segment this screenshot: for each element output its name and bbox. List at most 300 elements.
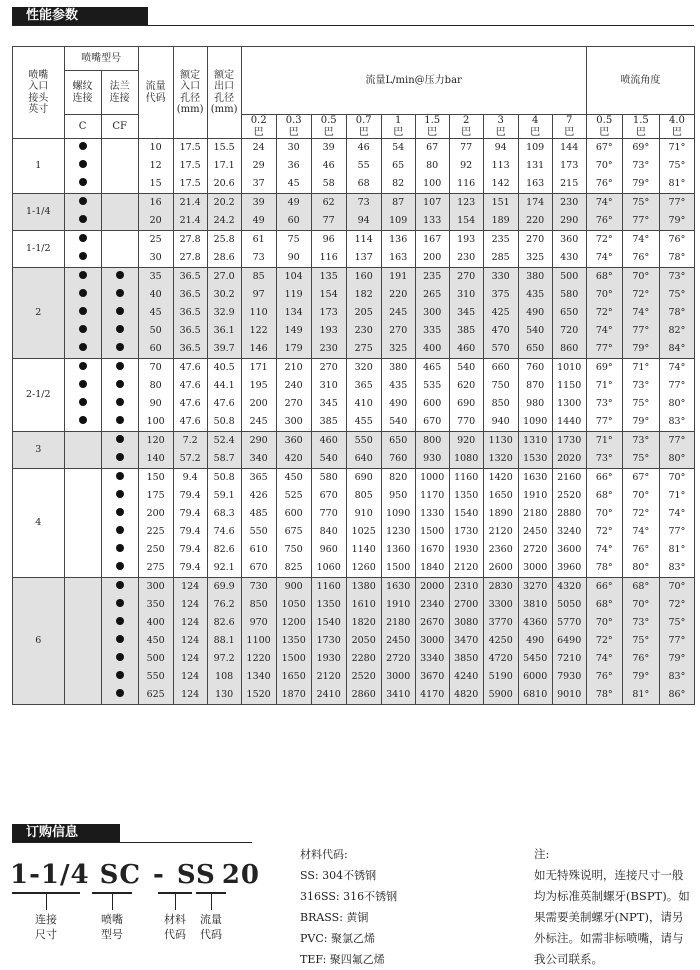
table-cell: 465 xyxy=(415,359,449,378)
table-cell: 70° xyxy=(622,596,659,614)
table-cell: 7930 xyxy=(552,668,586,686)
table-cell: 345 xyxy=(449,304,483,322)
table-cell: 670 xyxy=(311,487,346,505)
table-cell: 83° xyxy=(659,559,694,578)
table-cell: 60 xyxy=(138,340,173,359)
col-flange-header: 法兰 连接 xyxy=(101,71,138,115)
table-cell: 16 xyxy=(138,194,173,213)
table-cell: 2020 xyxy=(552,450,586,469)
table-cell: 2670 xyxy=(415,614,449,632)
table-cell: 160 xyxy=(346,268,381,287)
col-nozzle-model-header: 喷嘴型号 xyxy=(64,47,138,71)
table-cell: 191 xyxy=(381,268,415,287)
col-outlet-dia-header: 额定 出口 孔径 (mm) xyxy=(207,47,241,139)
table-cell: 220 xyxy=(518,212,552,231)
table-cell: 71° xyxy=(622,359,659,378)
table-cell: 81° xyxy=(659,175,694,194)
availability-dot-icon xyxy=(116,307,124,315)
pressure-header: 0.2 巴 xyxy=(241,115,276,139)
table-cell: 6490 xyxy=(552,632,586,650)
table-cell: 470 xyxy=(483,322,518,340)
flange-cell xyxy=(101,139,138,158)
flange-cell xyxy=(101,632,138,650)
materials-list xyxy=(300,844,397,970)
table-cell: 3670 xyxy=(415,668,449,686)
table-cell: 79° xyxy=(622,340,659,359)
table-cell: 600 xyxy=(276,505,311,523)
table-cell: 68 xyxy=(346,175,381,194)
flange-cell xyxy=(101,286,138,304)
thread-cell xyxy=(64,377,101,395)
table-cell: 650 xyxy=(552,304,586,322)
table-cell: 540 xyxy=(449,359,483,378)
table-cell: 124 xyxy=(173,578,207,597)
table-cell: 3770 xyxy=(483,614,518,632)
table-cell: 426 xyxy=(241,487,276,505)
thread-cell xyxy=(64,450,101,469)
table-cell: 78° xyxy=(586,559,622,578)
availability-dot-icon xyxy=(116,599,124,607)
table-cell: 59.1 xyxy=(207,487,241,505)
table-cell: 110 xyxy=(241,304,276,322)
flange-cell xyxy=(101,157,138,175)
table-cell: 92 xyxy=(449,157,483,175)
table-cell: 113 xyxy=(483,157,518,175)
table-row xyxy=(13,650,695,668)
table-row xyxy=(13,359,695,378)
table-cell: 76° xyxy=(622,650,659,668)
table-cell: 81° xyxy=(622,686,659,705)
table-cell: 1160 xyxy=(449,469,483,488)
table-cell: 50.8 xyxy=(207,413,241,432)
flange-cell xyxy=(101,559,138,578)
table-cell: 71° xyxy=(659,139,694,158)
table-cell: 80° xyxy=(659,395,694,413)
table-cell: 1530 xyxy=(518,450,552,469)
table-cell: 75 xyxy=(276,231,311,250)
table-cell: 690 xyxy=(346,469,381,488)
table-cell: 179 xyxy=(276,340,311,359)
table-row xyxy=(13,175,695,194)
table-cell: 35 xyxy=(138,268,173,287)
pointer-material xyxy=(175,894,176,910)
table-cell: 400 xyxy=(415,340,449,359)
table-cell: 805 xyxy=(346,487,381,505)
table-cell: 365 xyxy=(241,469,276,488)
table-cell: 72° xyxy=(586,632,622,650)
table-cell: 76° xyxy=(622,249,659,268)
table-cell: 460 xyxy=(449,340,483,359)
table-cell: 57.2 xyxy=(173,450,207,469)
flange-cell xyxy=(101,523,138,541)
table-cell: 200 xyxy=(415,249,449,268)
table-cell: 114 xyxy=(346,231,381,250)
table-cell: 1350 xyxy=(276,632,311,650)
table-cell: 82 xyxy=(381,175,415,194)
availability-dot-icon xyxy=(79,160,87,168)
table-row xyxy=(13,304,695,322)
table-cell: 15.5 xyxy=(207,139,241,158)
table-cell: 171 xyxy=(241,359,276,378)
table-cell: 123 xyxy=(449,194,483,213)
table-cell: 97.2 xyxy=(207,650,241,668)
table-cell: 1650 xyxy=(483,487,518,505)
angle-pressure-header: 0.5 巴 xyxy=(586,115,622,139)
availability-dot-icon xyxy=(79,380,87,388)
table-cell: 1840 xyxy=(415,559,449,578)
table-cell: 335 xyxy=(415,322,449,340)
table-row xyxy=(13,413,695,432)
table-cell: 300 xyxy=(138,578,173,597)
table-cell: 77° xyxy=(586,413,622,432)
table-cell: 163 xyxy=(381,249,415,268)
table-cell: 1160 xyxy=(311,578,346,597)
table-cell: 1420 xyxy=(483,469,518,488)
table-cell: 230 xyxy=(311,340,346,359)
pressure-header: 0.7 巴 xyxy=(346,115,381,139)
table-cell: 70° xyxy=(586,157,622,175)
table-cell: 450 xyxy=(138,632,173,650)
availability-dot-icon xyxy=(116,562,124,570)
table-cell: 670 xyxy=(241,559,276,578)
table-cell: 620 xyxy=(449,377,483,395)
table-cell: 2360 xyxy=(483,541,518,559)
table-cell: 235 xyxy=(483,231,518,250)
flange-cell xyxy=(101,505,138,523)
table-cell: 240 xyxy=(276,377,311,395)
table-cell: 84° xyxy=(659,340,694,359)
thread-cell xyxy=(64,505,101,523)
table-cell: 47.6 xyxy=(173,395,207,413)
table-cell: 580 xyxy=(552,286,586,304)
availability-dot-icon xyxy=(116,435,124,443)
material-item: SS: 304不锈钢 xyxy=(300,869,377,882)
table-cell: 73° xyxy=(586,450,622,469)
table-row xyxy=(13,212,695,231)
table-cell: 2410 xyxy=(311,686,346,705)
table-cell: 275 xyxy=(346,340,381,359)
table-cell: 140 xyxy=(138,450,173,469)
table-cell: 3600 xyxy=(552,541,586,559)
table-cell: 550 xyxy=(346,432,381,451)
table-cell: 75° xyxy=(622,395,659,413)
flange-cell xyxy=(101,686,138,705)
table-cell: 72° xyxy=(586,523,622,541)
thread-cell xyxy=(64,359,101,378)
table-cell: 47.6 xyxy=(173,377,207,395)
table-cell: 195 xyxy=(241,377,276,395)
table-cell: 109 xyxy=(381,212,415,231)
table-cell: 75° xyxy=(622,450,659,469)
table-cell: 20 xyxy=(138,212,173,231)
table-cell: 116 xyxy=(449,175,483,194)
flange-cell xyxy=(101,212,138,231)
table-cell: 167 xyxy=(415,231,449,250)
table-cell: 78° xyxy=(659,304,694,322)
availability-dot-icon xyxy=(116,472,124,480)
table-cell: 146 xyxy=(241,340,276,359)
table-cell: 130 xyxy=(207,686,241,705)
table-cell: 270 xyxy=(311,359,346,378)
thread-cell xyxy=(64,578,101,597)
table-cell: 68° xyxy=(586,268,622,287)
table-cell: 76° xyxy=(622,541,659,559)
table-cell: 27.8 xyxy=(173,231,207,250)
table-cell: 75° xyxy=(659,157,694,175)
table-row xyxy=(13,596,695,614)
table-cell: 94 xyxy=(483,139,518,158)
table-cell: 385 xyxy=(311,413,346,432)
table-cell: 74° xyxy=(659,505,694,523)
table-cell: 2340 xyxy=(415,596,449,614)
table-cell: 80 xyxy=(138,377,173,395)
table-cell: 7210 xyxy=(552,650,586,668)
table-cell: 70° xyxy=(586,286,622,304)
table-cell: 21.4 xyxy=(173,212,207,231)
table-cell: 1730 xyxy=(449,523,483,541)
table-cell: 30.2 xyxy=(207,286,241,304)
table-cell: 87 xyxy=(381,194,415,213)
table-cell: 69° xyxy=(622,139,659,158)
table-cell: 285 xyxy=(483,249,518,268)
flange-cell xyxy=(101,340,138,359)
table-cell: 36.5 xyxy=(173,268,207,287)
flange-cell xyxy=(101,596,138,614)
table-cell: 9.4 xyxy=(173,469,207,488)
inlet-size-cell: 2-1/2 xyxy=(13,359,65,432)
table-cell: 122 xyxy=(241,322,276,340)
col-flow-code-header: 流量 代码 xyxy=(138,47,173,139)
flange-cell xyxy=(101,614,138,632)
table-cell: 1260 xyxy=(346,559,381,578)
table-cell: 74° xyxy=(622,304,659,322)
table-cell: 154 xyxy=(449,212,483,231)
table-cell: 77° xyxy=(659,432,694,451)
code-material: SS xyxy=(176,860,216,890)
table-cell: 1130 xyxy=(483,432,518,451)
thread-cell xyxy=(64,175,101,194)
table-cell: 69° xyxy=(586,359,622,378)
table-cell: 27.0 xyxy=(207,268,241,287)
table-row xyxy=(13,487,695,505)
table-row xyxy=(13,395,695,413)
table-cell: 1540 xyxy=(311,614,346,632)
table-cell: 90 xyxy=(138,395,173,413)
table-cell: 300 xyxy=(415,304,449,322)
table-cell: 5770 xyxy=(552,614,586,632)
table-cell: 6810 xyxy=(518,686,552,705)
table-cell: 375 xyxy=(483,286,518,304)
thread-cell xyxy=(64,487,101,505)
table-cell: 500 xyxy=(552,268,586,287)
table-cell: 2720 xyxy=(518,541,552,559)
table-cell: 17.5 xyxy=(173,175,207,194)
thread-cell xyxy=(64,286,101,304)
table-cell: 100 xyxy=(415,175,449,194)
table-cell: 80° xyxy=(659,450,694,469)
table-cell: 72° xyxy=(586,304,622,322)
table-cell: 1520 xyxy=(241,686,276,705)
table-cell: 9010 xyxy=(552,686,586,705)
table-cell: 144 xyxy=(552,139,586,158)
table-cell: 96 xyxy=(311,231,346,250)
table-cell: 136 xyxy=(381,231,415,250)
table-cell: 124 xyxy=(173,668,207,686)
table-row xyxy=(13,231,695,250)
table-cell: 71° xyxy=(659,487,694,505)
table-cell: 610 xyxy=(241,541,276,559)
table-cell: 1060 xyxy=(311,559,346,578)
table-cell: 1380 xyxy=(346,578,381,597)
table-cell: 2180 xyxy=(381,614,415,632)
table-cell: 640 xyxy=(346,450,381,469)
table-cell: 600 xyxy=(415,395,449,413)
performance-divider xyxy=(12,25,694,26)
table-cell: 860 xyxy=(552,340,586,359)
thread-cell xyxy=(64,469,101,488)
col-flow-header: 流量L/min@压力bar xyxy=(241,47,586,115)
table-cell: 135 xyxy=(311,268,346,287)
table-cell: 3240 xyxy=(552,523,586,541)
table-cell: 27.8 xyxy=(173,249,207,268)
table-cell: 265 xyxy=(415,286,449,304)
table-cell: 73° xyxy=(622,614,659,632)
table-cell: 6000 xyxy=(518,668,552,686)
table-cell: 3300 xyxy=(483,596,518,614)
table-cell: 200 xyxy=(241,395,276,413)
pressure-header: 7 巴 xyxy=(552,115,586,139)
table-cell: 525 xyxy=(276,487,311,505)
table-cell: 840 xyxy=(311,523,346,541)
table-cell: 60 xyxy=(276,212,311,231)
table-cell: 1340 xyxy=(241,668,276,686)
table-cell: 770 xyxy=(311,505,346,523)
table-cell: 2120 xyxy=(449,559,483,578)
table-cell: 550 xyxy=(241,523,276,541)
pointer-size xyxy=(46,894,47,910)
thread-cell xyxy=(64,139,101,158)
table-cell: 800 xyxy=(415,432,449,451)
code-model: SC xyxy=(99,860,142,890)
availability-dot-icon xyxy=(116,398,124,406)
thread-cell xyxy=(64,541,101,559)
material-item: 316SS: 316不锈钢 xyxy=(300,890,398,903)
flange-cell xyxy=(101,377,138,395)
materials-title: 材料代码: xyxy=(300,848,348,861)
availability-dot-icon xyxy=(79,252,87,260)
table-cell: 325 xyxy=(518,249,552,268)
table-cell: 550 xyxy=(138,668,173,686)
flange-cell xyxy=(101,450,138,469)
table-cell: 20.6 xyxy=(207,175,241,194)
table-cell: 950 xyxy=(381,487,415,505)
availability-dot-icon xyxy=(116,416,124,424)
flange-cell xyxy=(101,249,138,268)
table-cell: 72° xyxy=(659,596,694,614)
table-cell: 77° xyxy=(586,340,622,359)
performance-table xyxy=(12,46,695,705)
table-cell: 81° xyxy=(659,541,694,559)
table-cell: 540 xyxy=(311,450,346,469)
table-cell: 1910 xyxy=(518,487,552,505)
table-cell: 49 xyxy=(241,212,276,231)
table-cell: 250 xyxy=(138,541,173,559)
table-cell: 77 xyxy=(449,139,483,158)
inlet-size-cell: 1-1/2 xyxy=(13,231,65,268)
table-cell: 90 xyxy=(276,249,311,268)
thread-cell xyxy=(64,194,101,213)
table-cell: 760 xyxy=(518,359,552,378)
thread-cell xyxy=(64,395,101,413)
table-cell: 193 xyxy=(449,231,483,250)
table-cell: 116 xyxy=(311,249,346,268)
table-cell: 320 xyxy=(346,359,381,378)
table-cell: 83° xyxy=(659,668,694,686)
table-cell: 1230 xyxy=(381,523,415,541)
thread-cell xyxy=(64,668,101,686)
availability-dot-icon xyxy=(116,544,124,552)
material-item: PVC: 聚氯乙烯 xyxy=(300,932,375,945)
note-title: 注: xyxy=(534,847,550,861)
table-cell: 570 xyxy=(483,340,518,359)
table-cell: 850 xyxy=(241,596,276,614)
availability-dot-icon xyxy=(116,581,124,589)
pressure-header: 2 巴 xyxy=(449,115,483,139)
table-cell: 750 xyxy=(483,377,518,395)
flange-cell xyxy=(101,175,138,194)
table-cell: 690 xyxy=(449,395,483,413)
table-cell: 2120 xyxy=(311,668,346,686)
table-cell: 82° xyxy=(659,322,694,340)
table-cell: 36 xyxy=(276,157,311,175)
thread-cell xyxy=(64,231,101,250)
table-cell: 3000 xyxy=(415,632,449,650)
table-cell: 76.2 xyxy=(207,596,241,614)
pointer-flow xyxy=(211,894,212,910)
table-cell: 230 xyxy=(346,322,381,340)
code-size: 1-1/4 xyxy=(10,860,90,890)
table-cell: 650 xyxy=(518,340,552,359)
table-cell: 175 xyxy=(138,487,173,505)
order-divider xyxy=(12,842,252,843)
table-cell: 67° xyxy=(586,139,622,158)
table-cell: 39 xyxy=(311,139,346,158)
availability-dot-icon xyxy=(79,178,87,186)
thread-cell xyxy=(64,304,101,322)
table-cell: 21.4 xyxy=(173,194,207,213)
flange-cell xyxy=(101,268,138,287)
table-row xyxy=(13,686,695,705)
table-cell: 174 xyxy=(518,194,552,213)
availability-dot-icon xyxy=(116,325,124,333)
table-cell: 15 xyxy=(138,175,173,194)
table-cell: 2120 xyxy=(483,523,518,541)
table-cell: 450 xyxy=(276,469,311,488)
table-cell: 730 xyxy=(241,578,276,597)
table-row xyxy=(13,322,695,340)
table-row xyxy=(13,632,695,650)
table-cell: 3270 xyxy=(518,578,552,597)
availability-dot-icon xyxy=(79,325,87,333)
availability-dot-icon xyxy=(116,343,124,351)
table-cell: 2050 xyxy=(346,632,381,650)
table-cell: 189 xyxy=(483,212,518,231)
table-cell: 66° xyxy=(586,578,622,597)
availability-dot-icon xyxy=(116,653,124,661)
table-cell: 2880 xyxy=(552,505,586,523)
table-cell: 66° xyxy=(586,469,622,488)
table-cell: 270 xyxy=(449,268,483,287)
